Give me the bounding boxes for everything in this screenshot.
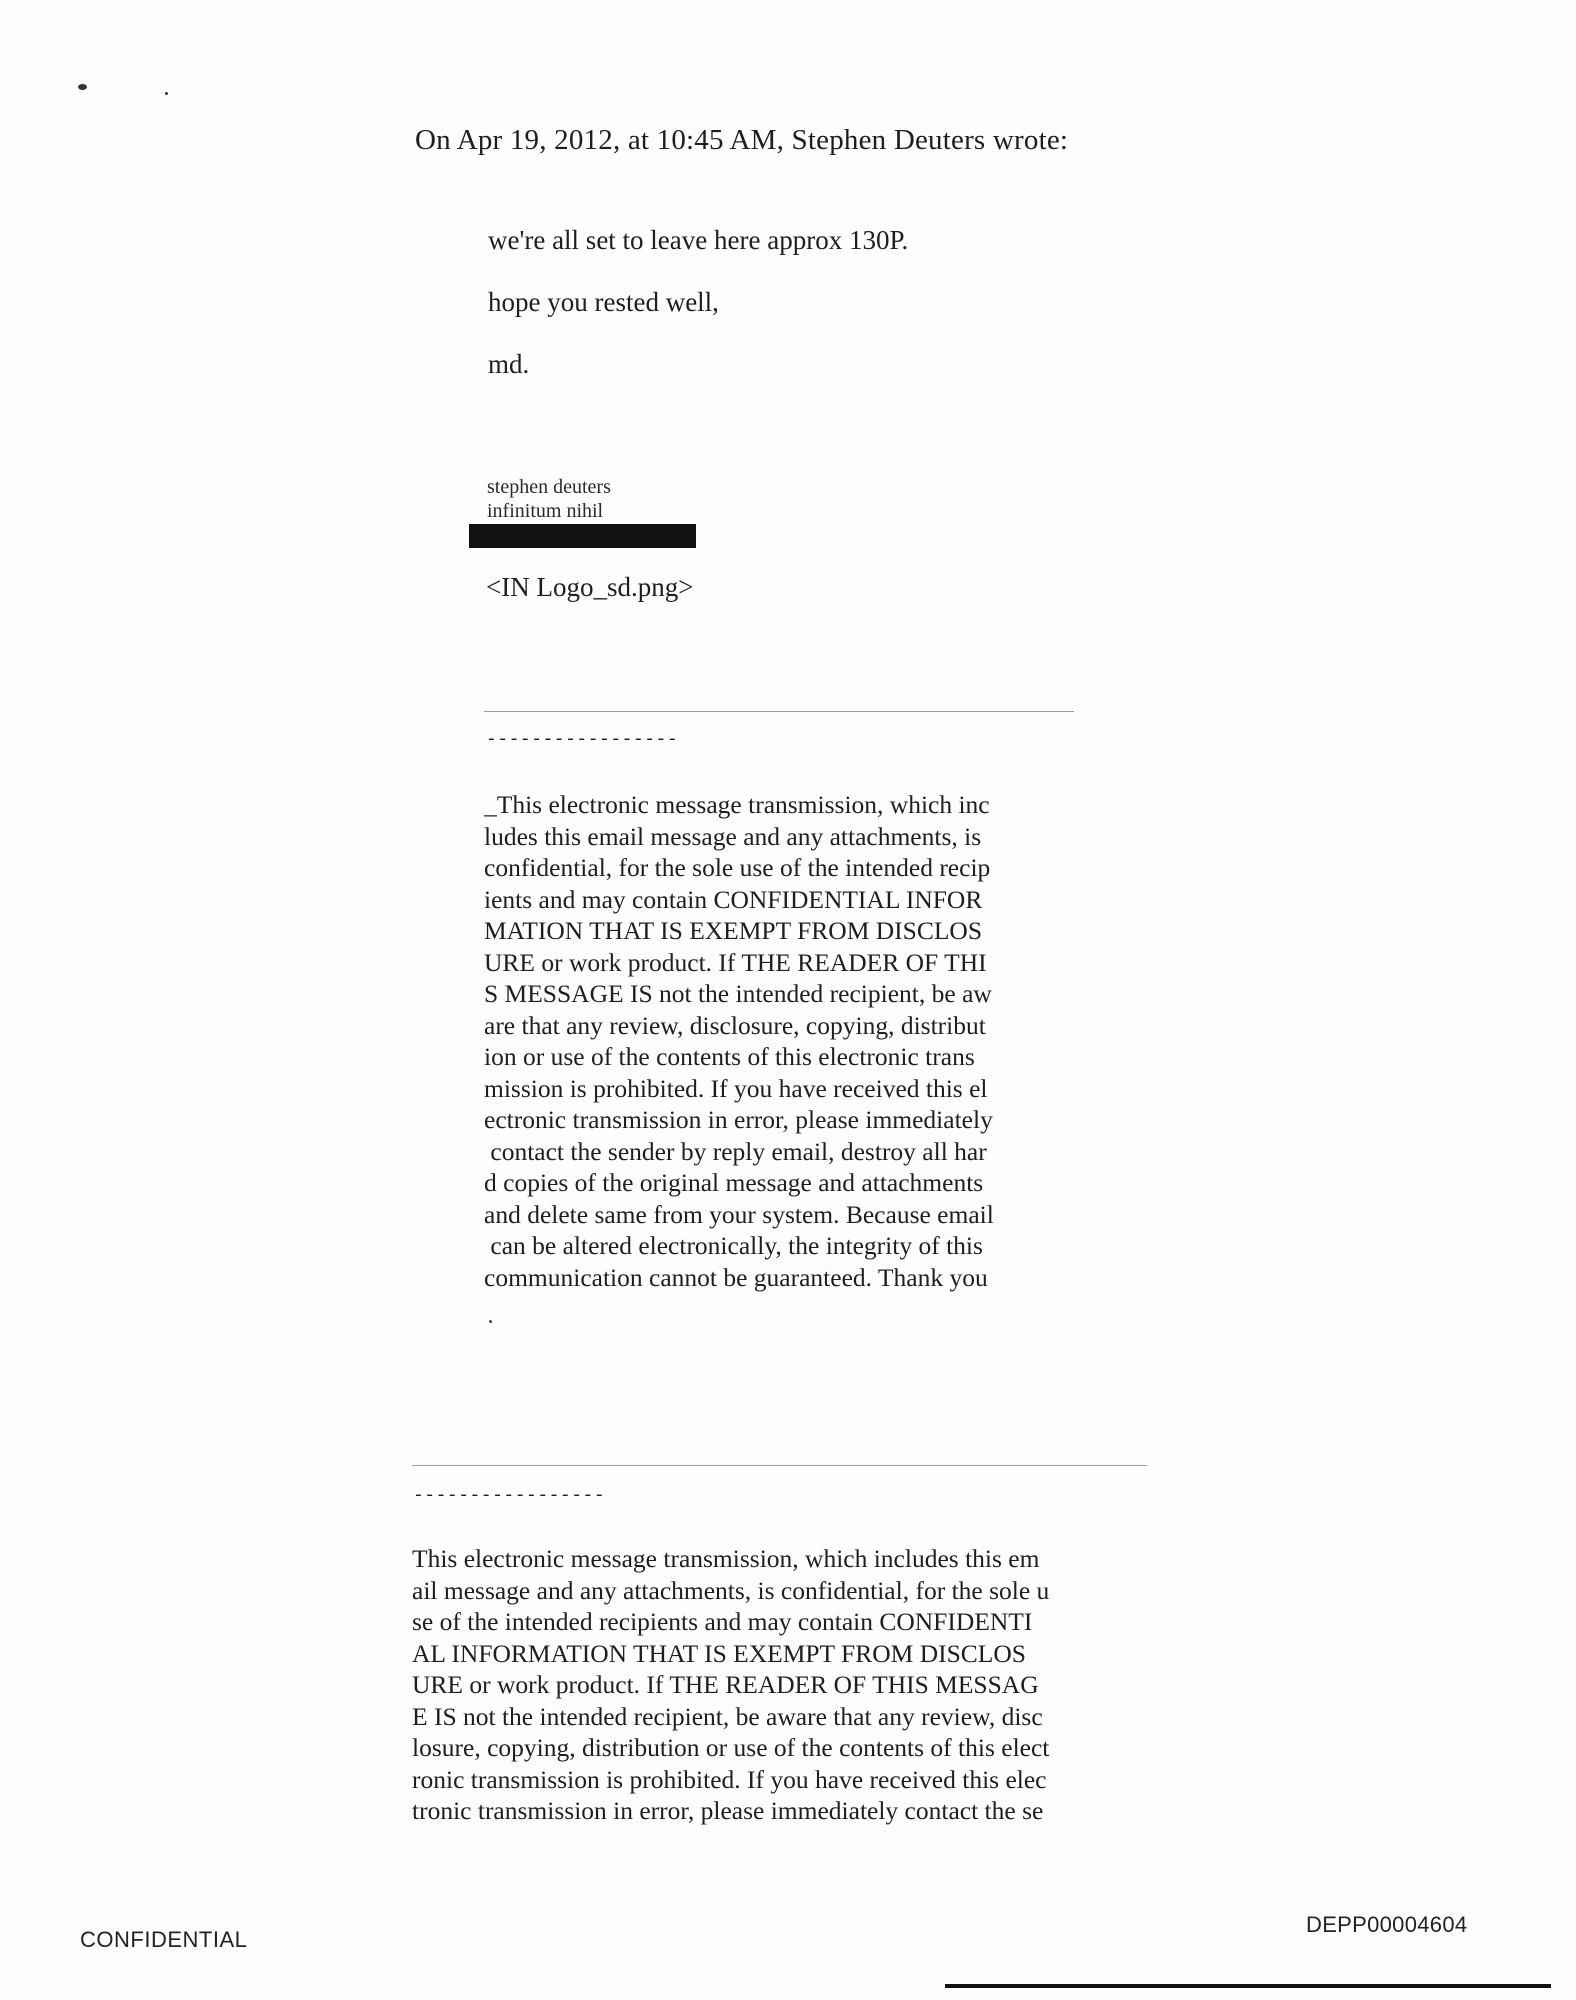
disclaimer-line: contact the sender by reply email, destroy all har (484, 1136, 987, 1166)
disclaimer-line: _This electronic message transmission, which inc (484, 790, 990, 819)
disclaimer-line: AL INFORMATION THAT IS EXEMPT FROM DISCLOS (412, 1638, 1026, 1668)
disclaimer-line: URE or work product. If THE READER OF THI (484, 947, 987, 977)
disclaimer-line: can be altered electronically, the integrity of this (484, 1231, 983, 1260)
disclaimer-line: communication cannot be guaranteed. Thank you (484, 1262, 988, 1292)
scan-speck (165, 92, 168, 95)
disclaimer-line: ients and may contain CONFIDENTIAL INFOR (484, 884, 983, 914)
separator-rule (412, 1465, 1147, 1466)
disclaimer-line: are that any review, disclosure, copying, distribut (484, 1010, 986, 1040)
disclaimer-line: ectronic transmission in error, please immediately (484, 1105, 993, 1134)
bottom-edge-bar (945, 1984, 1551, 1988)
email-body-line: md. (488, 349, 530, 379)
redaction-bar (469, 524, 696, 548)
outer-disclaimer (412, 1543, 1049, 1827)
separator-dashes: ----------------- (413, 1486, 606, 1506)
disclaimer-line: ronic transmission is prohibited. If you have received this elec (412, 1764, 1047, 1794)
separator-rule (484, 711, 1074, 712)
signature-company: infinitum nihil (487, 500, 604, 522)
scan-speck (78, 84, 87, 90)
disclaimer-line: URE or work product. If THE READER OF THIS MESSAG (412, 1670, 1039, 1699)
disclaimer-line: E IS not the intended recipient, be aware that any review, disc (412, 1701, 1043, 1731)
inner-disclaimer (484, 789, 994, 1293)
disclaimer-line: d copies of the original message and attachments (484, 1168, 984, 1197)
disclaimer-line: ludes this email message and any attachments, is (484, 821, 982, 851)
disclaimer-line: confidential, for the sole use of the intended recip (484, 853, 991, 882)
disclaimer-line: MATION THAT IS EXEMPT FROM DISCLOS (484, 916, 983, 945)
disclaimer-line: S MESSAGE IS not the intended recipient, be aw (484, 979, 992, 1008)
disclaimer-line: losure, copying, distribution or use of the contents of this elect (412, 1733, 1050, 1762)
disclaimer-line: and delete same from your system. Because email (484, 1199, 994, 1229)
bates-number: DEPP00004604 (1306, 1912, 1468, 1937)
email-body-line: hope you rested well, (488, 287, 719, 317)
confidential-label: CONFIDENTIAL (80, 1927, 248, 1952)
disclaimer-line: This electronic message transmission, which includes this em (412, 1544, 1040, 1573)
separator-dashes: ----------------- (486, 730, 679, 750)
attachment-reference: <IN Logo_sd.png> (486, 572, 694, 602)
stray-dot (489, 1320, 492, 1323)
email-header: On Apr 19, 2012, at 10:45 AM, Stephen Deuters wrote: (415, 124, 1069, 156)
disclaimer-line: mission is prohibited. If you have received this el (484, 1073, 988, 1103)
email-body-line: we're all set to leave here approx 130P. (488, 225, 909, 255)
disclaimer-line: ail message and any attachments, is confidential, for the sole u (412, 1575, 1050, 1605)
disclaimer-line: ion or use of the contents of this electronic trans (484, 1042, 975, 1071)
signature-name: stephen deuters (487, 476, 611, 498)
disclaimer-line: tronic transmission in error, please immediately contact the se (412, 1796, 1044, 1825)
disclaimer-line: se of the intended recipients and may contain CONFIDENTI (412, 1607, 1033, 1636)
